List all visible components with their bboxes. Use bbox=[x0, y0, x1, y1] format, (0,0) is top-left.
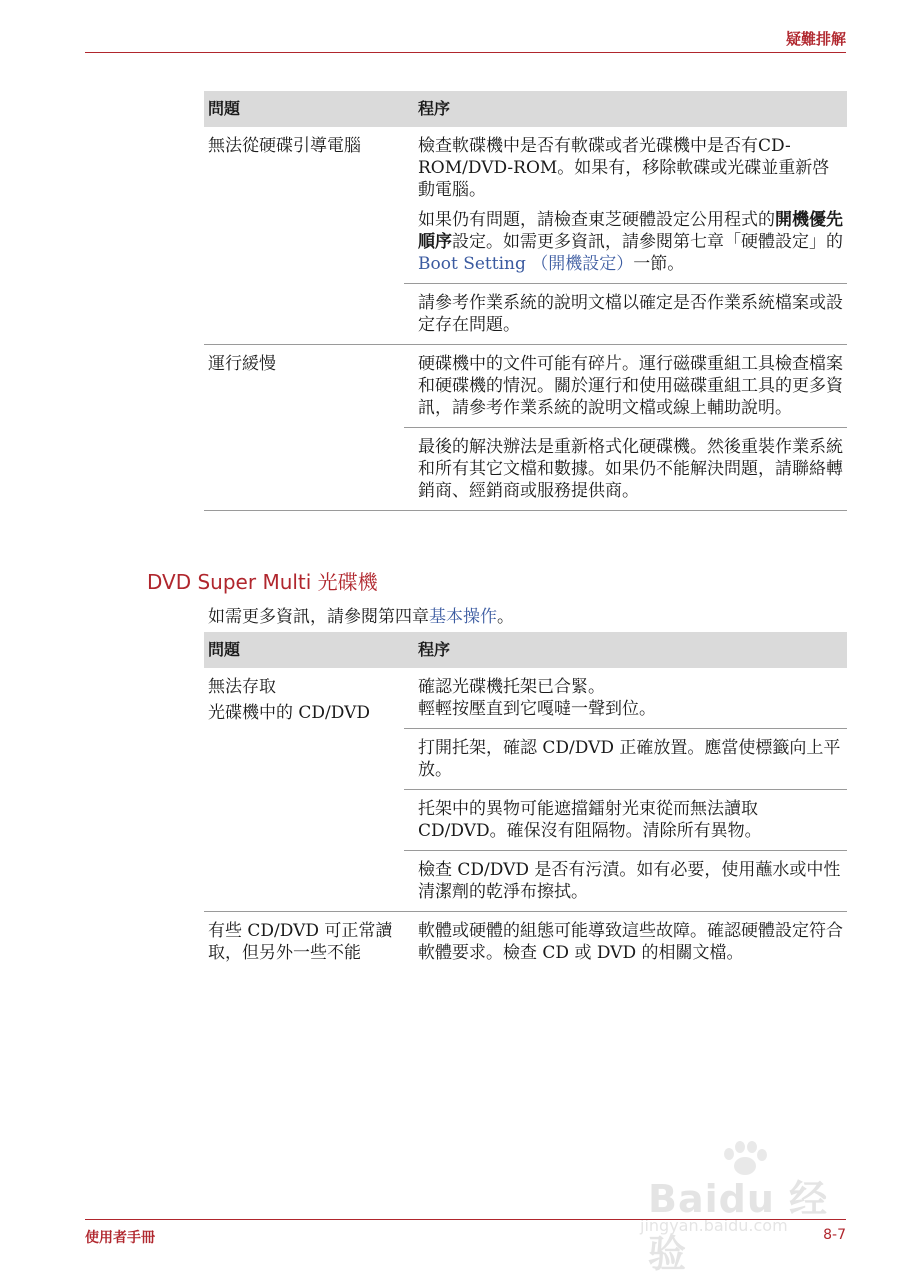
page-number: 8-7 bbox=[823, 1227, 846, 1243]
problem-cell: 運行緩慢 bbox=[204, 345, 404, 511]
footer-rule bbox=[85, 1219, 846, 1220]
boot-setting-link[interactable]: Boot Setting （開機設定） bbox=[418, 254, 634, 274]
procedure-cell: 硬碟機中的文件可能有碎片。運行磁碟重組工具檢查檔案和硬碟機的情況。關於運行和使用磁碟重組工具的更多資訊，請參考作業系統的說明文檔或線上輔助說明。 bbox=[404, 345, 847, 428]
baidu-watermark bbox=[640, 1140, 855, 1276]
procedure-cell: 托架中的異物可能遮擋鐳射光束從而無法讀取CD/DVD。確保沒有阻隔物。清除所有異物。 bbox=[404, 790, 847, 851]
problem-cell: 無法存取 光碟機中的 CD/DVD bbox=[204, 668, 404, 912]
column-header-procedure: 程序 bbox=[404, 91, 847, 127]
procedure-cell: 最後的解決辦法是重新格式化硬碟機。然後重裝作業系統和所有其它文檔和數據。如果仍不能解決問題，請聯絡轉銷商、經銷商或服務提供商。 bbox=[404, 428, 847, 511]
problem-cell: 有些 CD/DVD 可正常讀取，但另外一些不能 bbox=[208, 921, 393, 963]
running-header: 疑難排解 bbox=[785, 30, 846, 48]
procedure-cell: 檢查 CD/DVD 是否有污漬。如有必要，使用蘸水或中性清潔劑的乾淨布擦拭。 bbox=[404, 851, 847, 912]
header-rule bbox=[85, 52, 846, 53]
table-header-row bbox=[204, 91, 847, 127]
procedure-cell: 確認光碟機托架已合緊。 輕輕按壓直到它嘎噠一聲到位。 bbox=[404, 668, 847, 729]
procedure-text: 檢查軟碟機中是否有軟碟或者光碟機中是否有CD-ROM/DVD-ROM。如果有，移除軟碟或光碟並重新啓動電腦。 bbox=[418, 136, 830, 200]
column-header-problem: 問題 bbox=[204, 91, 404, 127]
procedure-cell bbox=[404, 127, 847, 284]
footer-manual-title: 使用者手冊 bbox=[85, 1230, 155, 1246]
section-intro: 如需更多資訊，請參閱第四章基本操作。 bbox=[208, 607, 514, 627]
procedure-cell: 打開托架，確認 CD/DVD 正確放置。應當使標籤向上平放。 bbox=[404, 729, 847, 790]
procedure-cell: 請參考作業系統的說明文檔以確定是否作業系統檔案或設定存在問題。 bbox=[404, 284, 847, 345]
table-header-row bbox=[204, 632, 847, 668]
column-header-problem: 問題 bbox=[204, 632, 404, 668]
basic-operation-link[interactable]: 基本操作 bbox=[429, 607, 497, 627]
procedure-text: 如果仍有問題，請檢查東芝硬體設定公用程式的開機優先順序設定。如需更多資訊，請參閱第七章「硬體設定」的Boot Setting （開機設定）一節。 bbox=[418, 210, 843, 274]
procedure-cell: 軟體或硬體的組態可能導致這些故障。確認硬體設定符合軟體要求。檢查 CD 或 DVD 的相關文檔。 bbox=[418, 921, 843, 963]
boot-priority-term: 開機優先順序 bbox=[418, 210, 843, 252]
section-title: DVD Super Multi 光碟機 bbox=[147, 570, 378, 594]
table-row bbox=[204, 668, 847, 729]
watermark-url: jingyan.baidu.com bbox=[640, 1216, 788, 1235]
table-row bbox=[204, 912, 847, 973]
table-row bbox=[204, 127, 847, 284]
watermark-logo: Baidu 经验 bbox=[648, 1177, 829, 1276]
troubleshoot-table-boot bbox=[204, 91, 847, 511]
problem-cell: 無法從硬碟引導電腦 bbox=[204, 127, 404, 345]
column-header-procedure: 程序 bbox=[404, 632, 847, 668]
troubleshoot-table-dvd bbox=[204, 632, 847, 972]
table-row bbox=[204, 345, 847, 428]
